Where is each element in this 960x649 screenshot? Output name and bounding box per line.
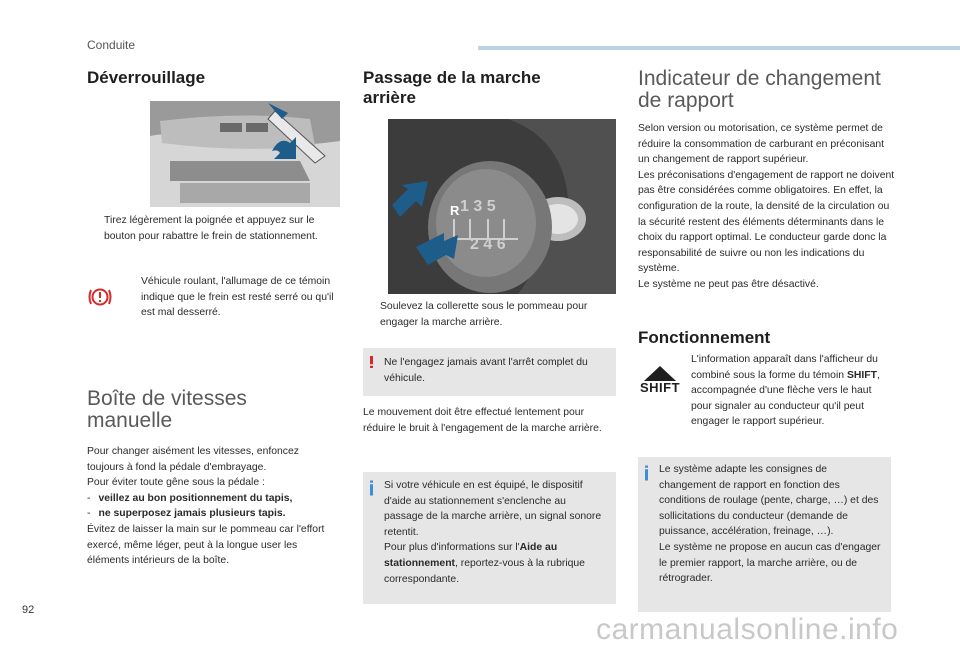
warning-exclamation-icon <box>370 354 373 370</box>
instruction-bullet <box>363 299 613 330</box>
instruction-text: Tirez légèrement la poignée et appuyez sur le bouton pour rabattre le frein de stationnement. <box>104 215 318 242</box>
list-dash: - <box>87 508 91 520</box>
shift-text-part: L'information apparaît dans l'afficheur du combiné sous la forme du témoin <box>691 354 878 381</box>
header-accent-bar <box>478 46 960 50</box>
parking-brake-illustration <box>150 101 340 207</box>
column-fonctionnement <box>638 328 888 348</box>
info-text-part: , reportez-vous à la rubrique correspondante. <box>384 557 585 585</box>
instruction-bullet <box>87 213 332 244</box>
watermark: carmanualsonline.info <box>596 613 899 646</box>
info-icon <box>645 463 648 483</box>
title-boite-vitesses: Boîte de vitesses manuelle <box>87 387 247 432</box>
shift-description <box>691 352 891 430</box>
reverse-note <box>363 405 613 436</box>
brake-warning-icon <box>87 285 113 309</box>
instruction-text: Soulevez la collerette sous le pommeau pour engager la marche arrière. <box>380 301 588 328</box>
info-box-parking-aid <box>363 472 616 604</box>
gear-info-text-1: Le système adapte les consignes de changement de rapport en fonction des conditions de roulage (pente, charge, …) et des sollicitations du conducteur (demande de puissance, accélération, freinage, …). <box>659 464 879 538</box>
column-marche-arriere <box>363 68 613 108</box>
column-deverrouillage <box>87 68 337 88</box>
shift-indicator-label: SHIFT <box>640 380 681 395</box>
info-box-gear-advice <box>638 457 891 612</box>
title-deverrouillage: Déverrouillage <box>87 68 206 87</box>
title-fonctionnement: Fonctionnement <box>638 328 771 347</box>
brake-warning-text: Véhicule roulant, l'allumage de ce témoin indique que le frein est resté serré ou qu'il est mal desserré. <box>141 276 334 319</box>
indicator-para-3: Le système ne peut pas être désactivé. <box>638 278 819 290</box>
gearbox-intro-2: Pour éviter toute gêne sous la pédale : <box>87 477 265 489</box>
shift-text-part: , accompagnée d'une flèche vers le haut pour signaler au conducteur qu'il peut engager le rapport supérieur. <box>691 369 880 428</box>
gear-lever-illustration <box>388 119 616 294</box>
indicator-para-2: Les préconisations d'engagement de rapport ne doivent pas être considérées comme obligatoires. En effet, la configuration de la route, la densité de la circulation ou la sécurité restent des éléments déterminants dans le choix du rapport optimal. Le conducteur garde donc la responsabilité de suivre ou non les indications du système. <box>638 169 895 275</box>
list-dash: - <box>87 492 91 504</box>
gearbox-list-item-2 <box>87 506 337 522</box>
brake-warning-block <box>87 274 337 334</box>
reverse-note-text: Le mouvement doit être effectué lentement pour réduire le bruit à l'engagement de la marche arrière. <box>363 407 602 434</box>
column-boite-vitesses <box>87 388 337 569</box>
shift-indicator-block <box>638 352 890 450</box>
shift-text-bold: SHIFT <box>846 369 877 381</box>
gear-info-text-2: Le système ne propose en aucun cas d'engager le premier rapport, la marche arrière, ou de rétrograder. <box>659 541 881 585</box>
section-header: Conduite <box>87 38 136 52</box>
page-number: 92 <box>22 604 35 616</box>
title-marche-arriere: Passage de la marche arrière <box>363 68 541 107</box>
info-text-part: Pour plus d'informations sur l' <box>384 542 520 554</box>
info-icon <box>370 478 373 498</box>
gearbox-list-item-1 <box>87 491 337 507</box>
list-item-text: ne superposez jamais plusieurs tapis. <box>98 508 286 520</box>
info-link-text: Aide au stationnement <box>384 542 558 569</box>
warning-box <box>363 348 616 396</box>
info-box-text-1: Si votre véhicule en est équipé, le dispositif d'aide au stationnement s'enclenche au passage de la marche arrière, un signal sonore retentit. <box>384 480 602 538</box>
svg-text:R: R <box>450 203 460 218</box>
svg-text:1 3 5: 1 3 5 <box>460 198 496 215</box>
warning-box-text: Ne l'engagez jamais avant l'arrêt complet du véhicule. <box>384 357 588 384</box>
gearbox-outro: Évitez de laisser la main sur le pommeau car l'effort exercé, même léger, peut à la longue user les éléments intérieurs de la boîte. <box>87 523 325 567</box>
column-marche-arriere-body <box>363 299 613 330</box>
info-box-text-2 <box>384 540 608 587</box>
svg-text:2 4 6: 2 4 6 <box>470 236 506 253</box>
list-item-text: veillez au bon positionnement du tapis, <box>98 492 293 504</box>
indicator-para-1: Selon version ou motorisation, ce système permet de réduire la consommation de carburant en préconisant un changement de rapport supérieur. <box>638 123 885 166</box>
gearbox-intro-1: Pour changer aisément les vitesses, enfoncez toujours à fond la pédale d'embrayage. <box>87 446 299 473</box>
column-deverrouillage-body <box>87 213 332 244</box>
column-indicateur <box>638 68 896 293</box>
title-indicateur: Indicateur de changement de rapport <box>638 67 881 112</box>
